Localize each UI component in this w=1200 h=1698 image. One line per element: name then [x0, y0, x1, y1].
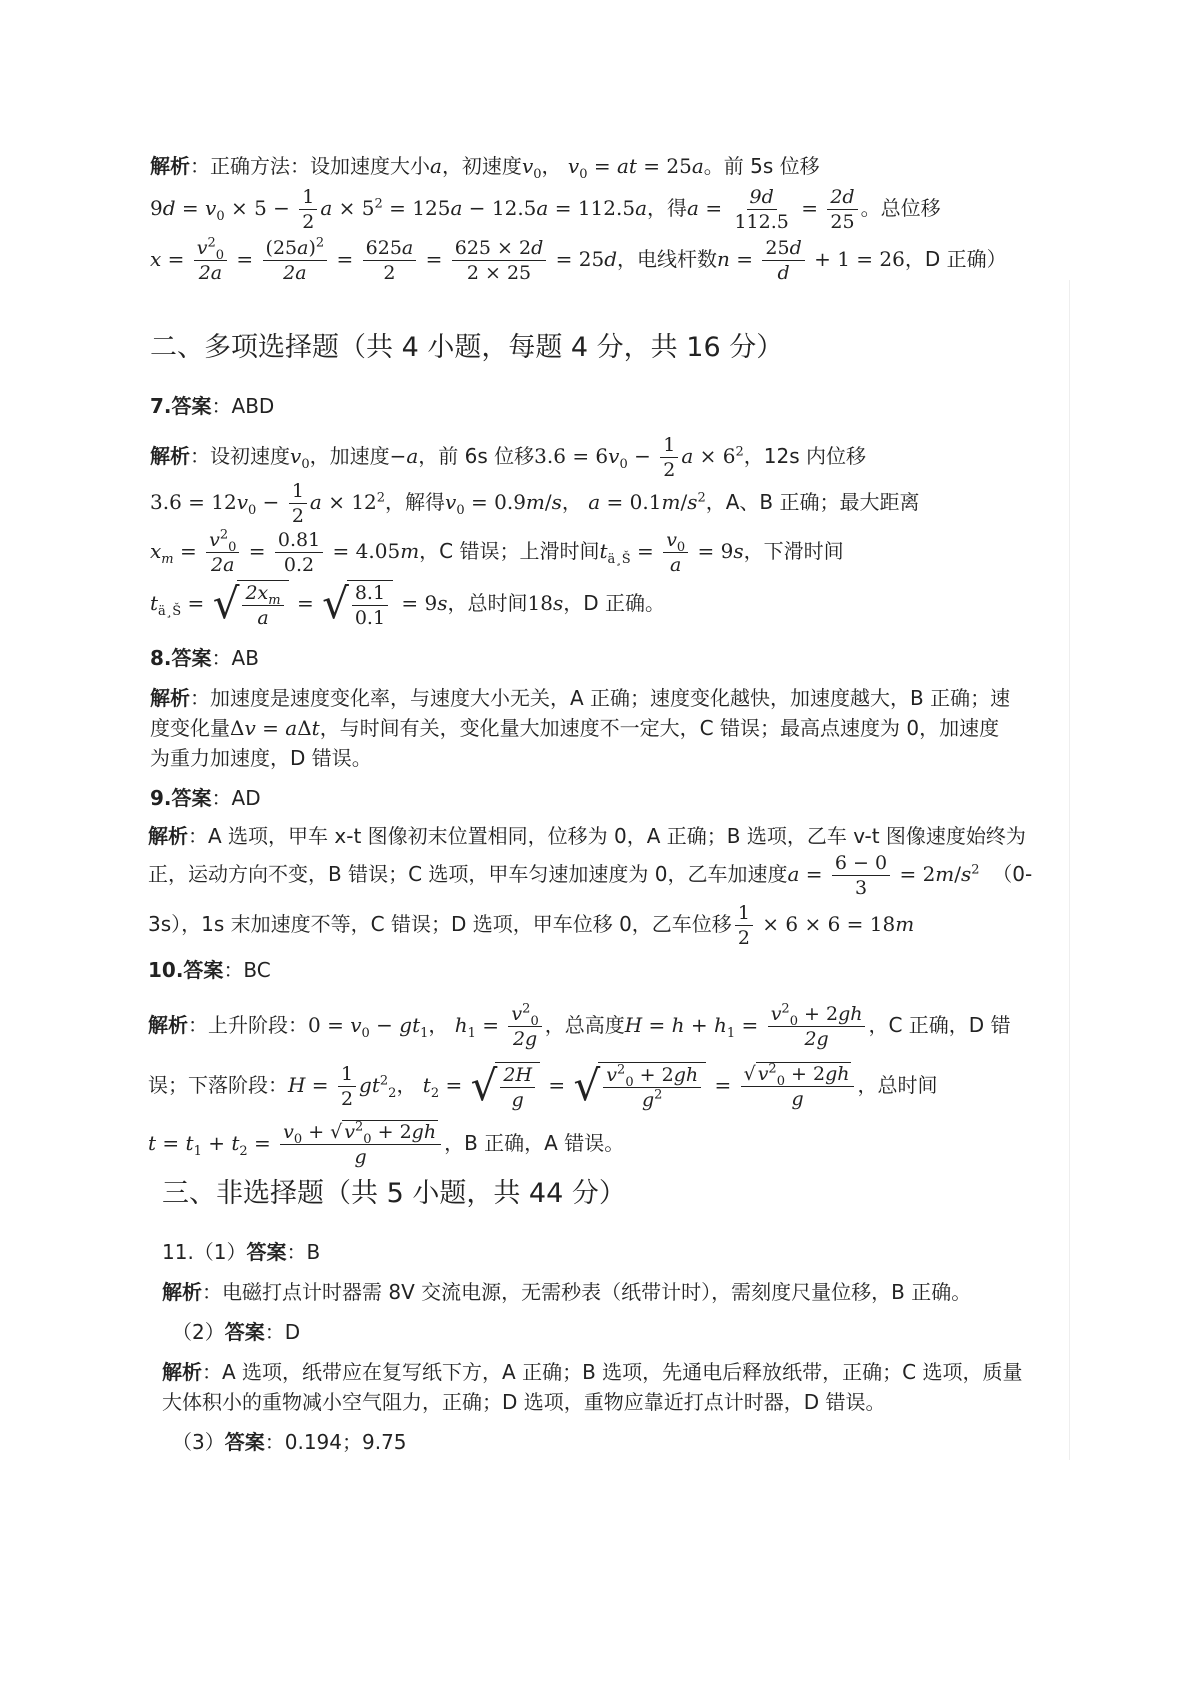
q9-answer: 9.答案：AD — [150, 786, 261, 810]
q7-answer: 7.答案：ABD — [150, 394, 275, 418]
q11-part3-answer: （3）答案：0.194；9.75 — [172, 1430, 407, 1454]
prev-analysis-line-1: 解析：正确方法：设加速度大小a，初速度$v_0$， $v_0$ = at = 25a。前 5s 位移 — [150, 154, 820, 182]
q9-analysis-line-3: 3s），1s 末加速度不等，C 错误；D 选项，甲车位移 0，乙车位移 $\frac{1}{2}$ × 6 × 6 = 18m — [148, 902, 915, 949]
q7-analysis-line-2: $3.6 = 12v_0$ − $\frac{1}{2}$ $a \times 12^2$，解得$v_0 = 0.9m/s$， $a = 0.1m/s^2$，A、B 正确；最大距离 — [150, 480, 920, 527]
q10-analysis-line-2: 误；下落阶段：H = $\frac{1}{2}$ $gt^2_2$， $t_2$ = √ $\frac{2H}{g}$ = √ $\frac{v^2_0 + 2gh}{g^2}$ = $\frac{√ v^2_0 + 2gh}{g}$ ，总时间 — [148, 1061, 938, 1111]
q8-analysis-line-3: 为重力加速度，D 错误。 — [150, 746, 372, 770]
q11-part1-answer: 11.（1）答案：B — [162, 1240, 321, 1264]
q8-answer: 8.答案：AB — [150, 646, 259, 670]
q8-analysis-line-2: 度变化量Δv = aΔt，与时间有关，变化量大加速度不一定大，C 错误；最高点速度为 0，加速度 — [150, 716, 1000, 740]
q11-part2-analysis-line-2: 大体积小的重物减小空气阻力，正确；D 选项，重物应靠近打点计时器，D 错误。 — [162, 1390, 886, 1414]
q11-part2-analysis-line-1: 解析：A 选项，纸带应在复写纸下方，A 正确；B 选项，先通电后释放纸带，正确；C 选项，质量 — [162, 1360, 1023, 1384]
q10-analysis-line-1: 解析：上升阶段：$0 = v_0 - gt_1$， $h_1$ = $\frac{v^2_0}{2g}$ ，总高度$H = h + h_1$ = $\frac{v^2_0 + 2gh}{2g}$ ，C 正确，D 错 — [148, 1001, 1011, 1050]
q9-analysis-line-2: 正，运动方向不变，B 错误；C 选项，甲车匀速加速度为 0，乙车加速度a = $\frac{6 - 0}{3}$ = $2m/s^2$ （0- — [148, 852, 1033, 899]
q7-analysis-line-4: $t_{ä¸Š}$ = √ $\frac{2x_m}{a}$ = √ $\frac{8.1}{0.1}$ = 9s，总时间18s，D 正确。 — [150, 579, 666, 629]
q8-analysis-line-1: 解析：加速度是速度变化率，与速度大小无关，A 正确；速度变化越快，加速度越大，B 正确；速 — [150, 686, 1011, 710]
q11-part1-analysis: 解析：电磁打点计时器需 8V 交流电源，无需秒表（纸带计时），需刻度尺量位移，B 正确。 — [162, 1280, 972, 1304]
page-edge-divider — [1069, 280, 1070, 1460]
prev-analysis-line-2: $9d = v_0 \times 5$ − $\frac{1}{2}$ $a \times 5^2 = 125a - 12.5a = 112.5a$，得a = $\frac{9d}{112.5}$ = $\frac{2d}{25}$ 。总位移 — [150, 186, 941, 233]
section-heading-multiple-choice: 二、多项选择题（共 4 小题，每题 4 分，共 16 分） — [150, 332, 784, 363]
q7-analysis-line-1: 解析：设初速度$v_0$，加速度−a，前 6s 位移$3.6 = 6v_0$ − $\frac{1}{2}$ $a \times 6^2$，12s 内位移 — [150, 434, 866, 481]
section-heading-non-choice: 三、非选择题（共 5 小题，共 44 分） — [162, 1178, 626, 1209]
q10-analysis-line-3: $t = t_1 + t_2$ = $\frac{v_0 + √ v^2_0 + 2gh}{g}$ ，B 正确，A 错误。 — [148, 1119, 625, 1168]
analysis-label: 解析 — [150, 154, 190, 178]
q11-part2-answer: （2）答案：D — [172, 1320, 301, 1344]
q10-answer: 10.答案：BC — [148, 958, 271, 982]
q9-analysis-line-1: 解析：A 选项，甲车 x-t 图像初末位置相同，位移为 0，A 正确；B 选项，乙车 v-t 图像速度始终为 — [148, 824, 1026, 848]
prev-analysis-line-3: x = $\frac{v^2_0}{2a}$ = $\frac{(25a)^2}{2a}$ = $\frac{625a}{2}$ = $\frac{625 \times 2d}{2 \times 25}$ = 25d，电线杆数n = $\frac{25d}{d}$ + 1 = 26，D 正确） — [150, 235, 1007, 284]
q7-analysis-line-3: $x_m$ = $\frac{v^2_0}{2a}$ = $\frac{0.81}{0.2}$ = 4.05m，C 错误；上滑时间$t_{ä¸Š}$ = $\frac{v_0}{a}$ = 9s，下滑时间 — [150, 527, 844, 576]
